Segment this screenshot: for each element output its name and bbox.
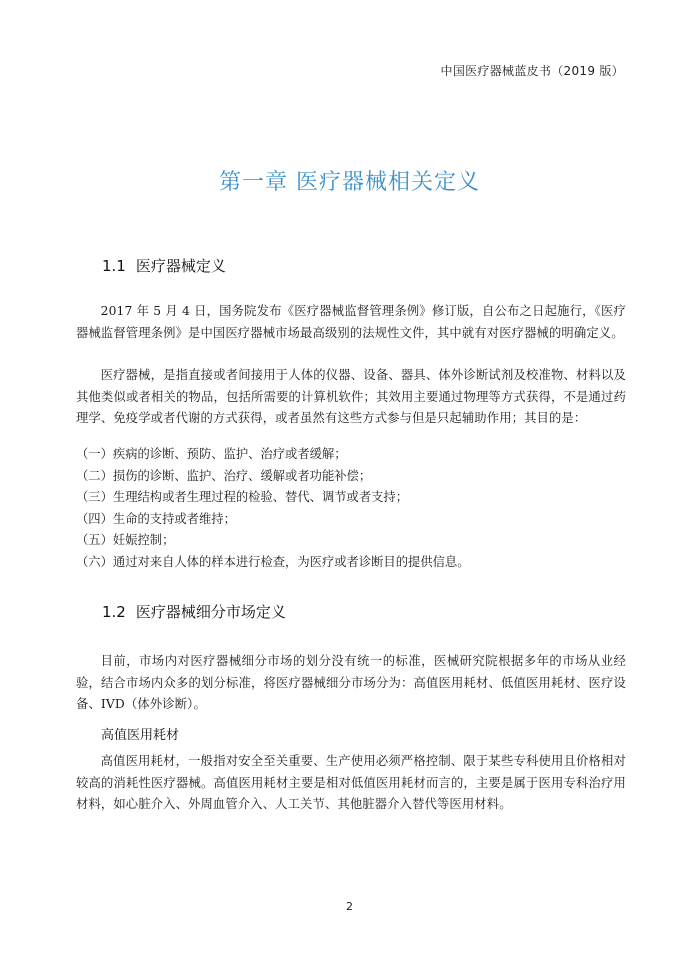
list-item: （二）损伤的诊断、监护、治疗、缓解或者功能补偿； (76, 468, 372, 483)
paragraph-market-segmentation: 目前，市场内对医疗器械细分市场的划分没有统一的标准，医械研究院根据多年的市场从业经验，结合市场内众多的划分标准，将医疗器械细分市场分为：高值医用耗材、低值医用耗材、医疗设备、IVD（体外诊断）。 (76, 654, 626, 711)
section-heading-1-1 (102, 255, 226, 276)
section-title: 医疗器械细分市场定义 (135, 603, 286, 621)
list-item: （六）通过对来自人体的样本进行检查，为医疗或者诊断目的提供信息。 (76, 554, 470, 569)
list-item: （三）生理结构或者生理过程的检验、替代、调节或者支持； (76, 490, 409, 504)
list-item: （一）疾病的诊断、预防、监护、治疗或者缓解； (76, 447, 347, 461)
subsection-heading-high-value-consumables: 高值医用耗材 (101, 728, 180, 743)
page-number: 2 (346, 900, 353, 913)
section-heading-1-2 (102, 601, 286, 622)
purpose-list (76, 444, 636, 573)
paragraph-regulation-release: 2017 年 5 月 4 日，国务院发布《医疗器械监督管理条例》修订版，自公布之日起施行，《医疗器械监督管理条例》是中国医疗器械市场最高级别的法规性文件，其中就有对医疗器械的明确定义。 (76, 304, 626, 340)
list-item: （四）生命的支持或者维持； (76, 511, 236, 526)
paragraph-high-value-consumables: 高值医用耗材，一般指对安全至关重要、生产使用必须严格控制、限于某些专科使用且价格相对较高的消耗性医疗器械。高值医用耗材主要是相对低值医用耗材而言的，主要是属于医用专科治疗用材料，如心脏介入、外周血管介入、人工关节、其他脏器介入替代等医用材料。 (76, 754, 626, 811)
section-title: 医疗器械定义 (135, 257, 226, 275)
section-number: 1.2 (102, 603, 126, 621)
paragraph-device-definition: 医疗器械，是指直接或者间接用于人体的仪器、设备、器具、体外诊断试剂及校准物、材料以及其他类似或者相关的物品，包括所需要的计算机软件；其效用主要通过物理等方式获得，不是通过药理学、免疫学或者代谢的方式获得，或者虽然有这些方式参与但是只起辅助作用；其目的是： (76, 368, 626, 425)
chapter-title: 第一章 医疗器械相关定义 (219, 170, 480, 195)
running-header: 中国医疗器械蓝皮书（2019 版） (440, 64, 624, 78)
list-item: （五）妊娠控制； (76, 533, 175, 547)
section-number: 1.1 (102, 257, 126, 275)
